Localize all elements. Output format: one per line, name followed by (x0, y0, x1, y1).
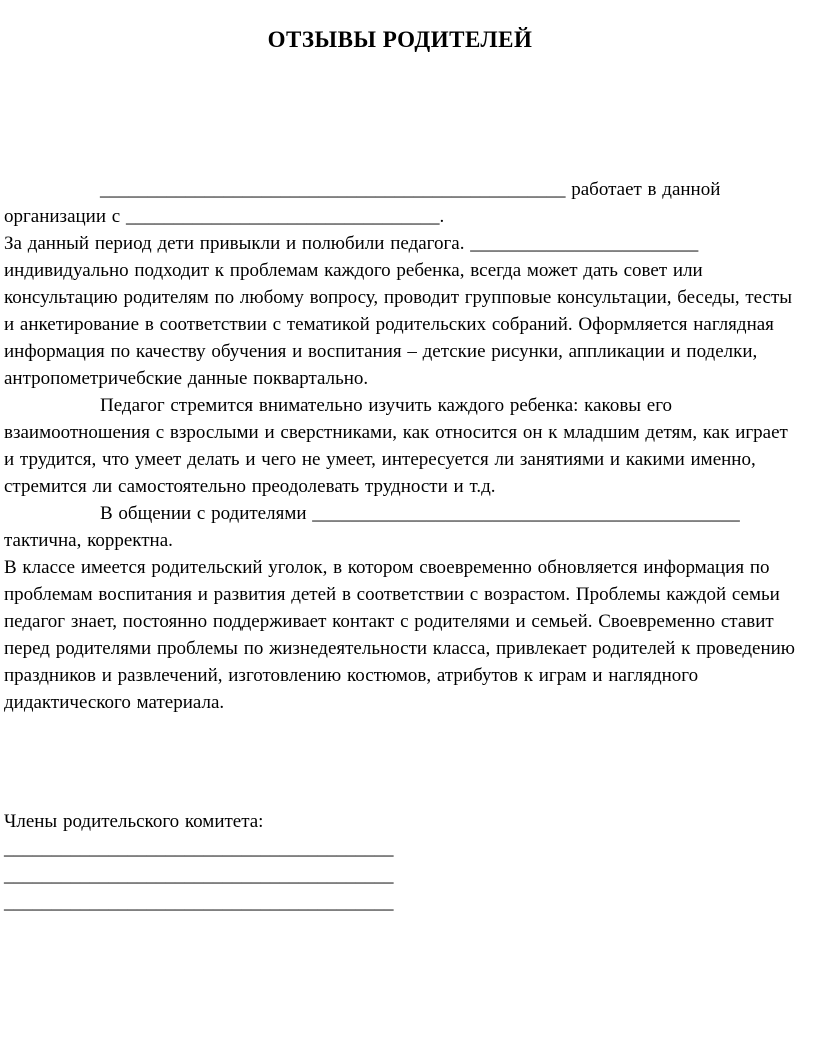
paragraph-study-children: Педагог стремится внимательно изучить каждого ребенка: каковы его взаимоотношения с взрослыми и сверстниками, как относится он к младшим детям, как играет и трудится, что умеет делать и чего не умеет, интересуется ли занятиями и какими именно, стремится ли самостоятельно преодолевать трудности и т.д. (4, 395, 788, 497)
paragraph-parent-corner: В классе имеется родительский уголок, в котором своевременно обновляется информация по проблемам воспитания и развития детей в соответствии с возрастом. Проблемы каждой семьи педагог знает, постоянно поддерживает контакт с родителями и семьей. Своевременно ставит перед родителями проблемы по жизнедеятельности класса, привлекает родителей к проведению праздников и развлечений, изготовлению костюмов, атрибутов к играм и наглядного дидактического материала. (4, 557, 795, 713)
signature-line: _________________________________________ (4, 892, 394, 913)
paragraph-teacher-intro: _________________________________________________ работает в данной организации с _________________________________. (4, 179, 721, 227)
committee-label: Члены родительского комитета: (4, 811, 264, 832)
signature-line: _________________________________________ (4, 838, 394, 859)
paragraph-teacher-work: За данный период дети привыкли и полюбили педагога. ________________________ индивидуально подходит к проблемам каждого ребенка, всегда может дать совет или консультацию родителям по любому вопросу, проводит групповые консультации, беседы, тесты и анкетирование в соответствии с тематикой родительских собраний. Оформляется наглядная информация по качеству обучения и воспитания – детские рисунки, аппликации и поделки, антропометричебские данные поквартально. (4, 233, 793, 389)
committee-section (4, 808, 796, 916)
signature-line: _________________________________________ (4, 865, 394, 886)
document-title: ОТЗЫВЫ РОДИТЕЛЕЙ (267, 27, 533, 52)
paragraph-parent-communication: В общении с родителями _____________________________________________ тактична, корректна. (4, 503, 740, 551)
